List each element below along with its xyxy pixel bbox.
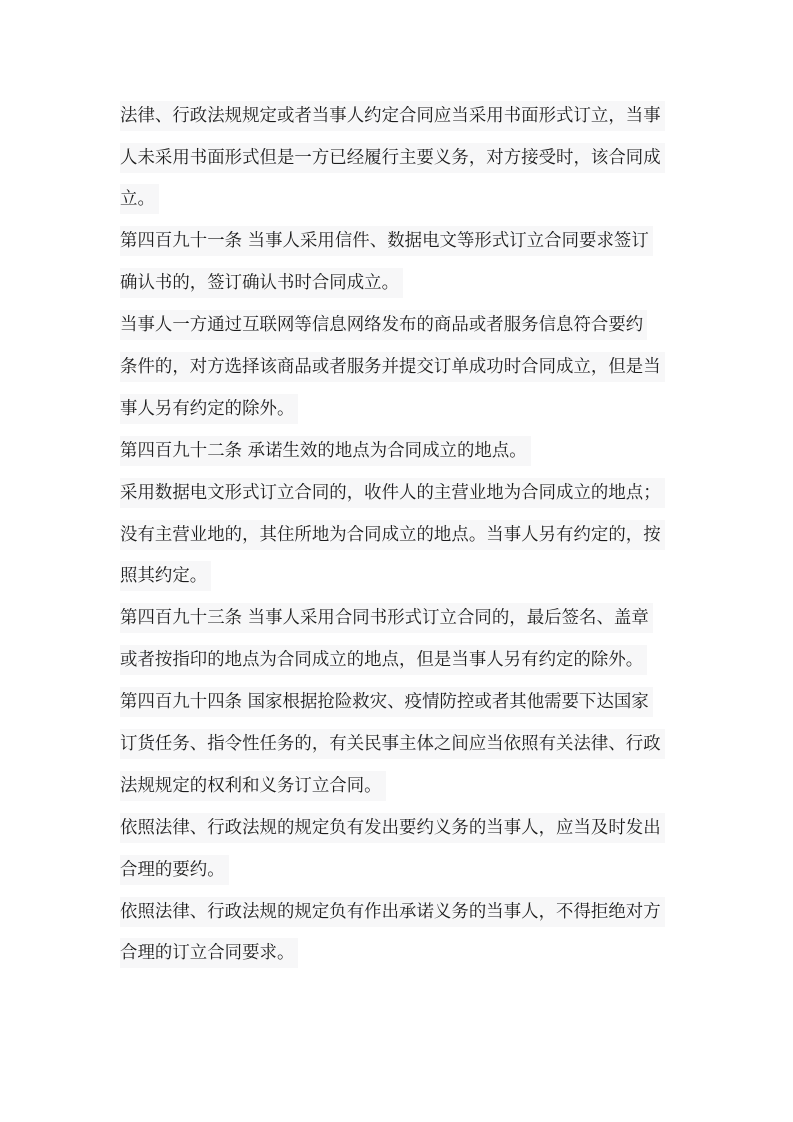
text-line: 当事人一方通过互联网等信息网络发布的商品或者服务信息符合要约: [120, 310, 647, 340]
text-line: 法规规定的权利和义务订立合同。: [120, 771, 386, 801]
article-492-heading: 第四百九十二条 承诺生效的地点为合同成立的地点。: [120, 436, 531, 466]
article-491-heading: 第四百九十一条 当事人采用信件、数据电文等形式订立合同要求签订: [120, 226, 653, 256]
text-line: 依照法律、行政法规的规定负有发出要约义务的当事人，应当及时发出: [120, 813, 665, 843]
text-line: 或者按指印的地点为合同成立的地点，但是当事人另有约定的除外。: [120, 645, 647, 675]
text-line: 立。: [120, 184, 159, 214]
text-line: 采用数据电文形式订立合同的，收件人的主营业地为合同成立的地点；: [120, 478, 665, 508]
text-line: 确认书的，签订确认书时合同成立。: [120, 268, 403, 298]
text-line: 订货任务、指令性任务的，有关民事主体之间应当依照有关法律、行政: [120, 729, 665, 759]
text-line: 合理的订立合同要求。: [120, 938, 298, 968]
article-493-heading: 第四百九十三条 当事人采用合同书形式订立合同的，最后签名、盖章: [120, 603, 653, 633]
text-line: 合理的要约。: [120, 855, 229, 885]
text-line: 条件的，对方选择该商品或者服务并提交订单成功时合同成立，但是当: [120, 352, 665, 382]
text-line: 人未采用书面形式但是一方已经履行主要义务，对方接受时，该合同成: [120, 143, 665, 173]
text-line: 法律、行政法规规定或者当事人约定合同应当采用书面形式订立，当事: [120, 101, 665, 131]
text-line: 照其约定。: [120, 561, 211, 591]
text-line: 依照法律、行政法规的规定负有作出承诺义务的当事人，不得拒绝对方: [120, 897, 665, 927]
article-494-heading: 第四百九十四条 国家根据抢险救灾、疫情防控或者其他需要下达国家: [120, 687, 653, 717]
text-line: 事人另有约定的除外。: [120, 394, 298, 424]
text-line: 没有主营业地的，其住所地为合同成立的地点。当事人另有约定的，按: [120, 520, 665, 550]
